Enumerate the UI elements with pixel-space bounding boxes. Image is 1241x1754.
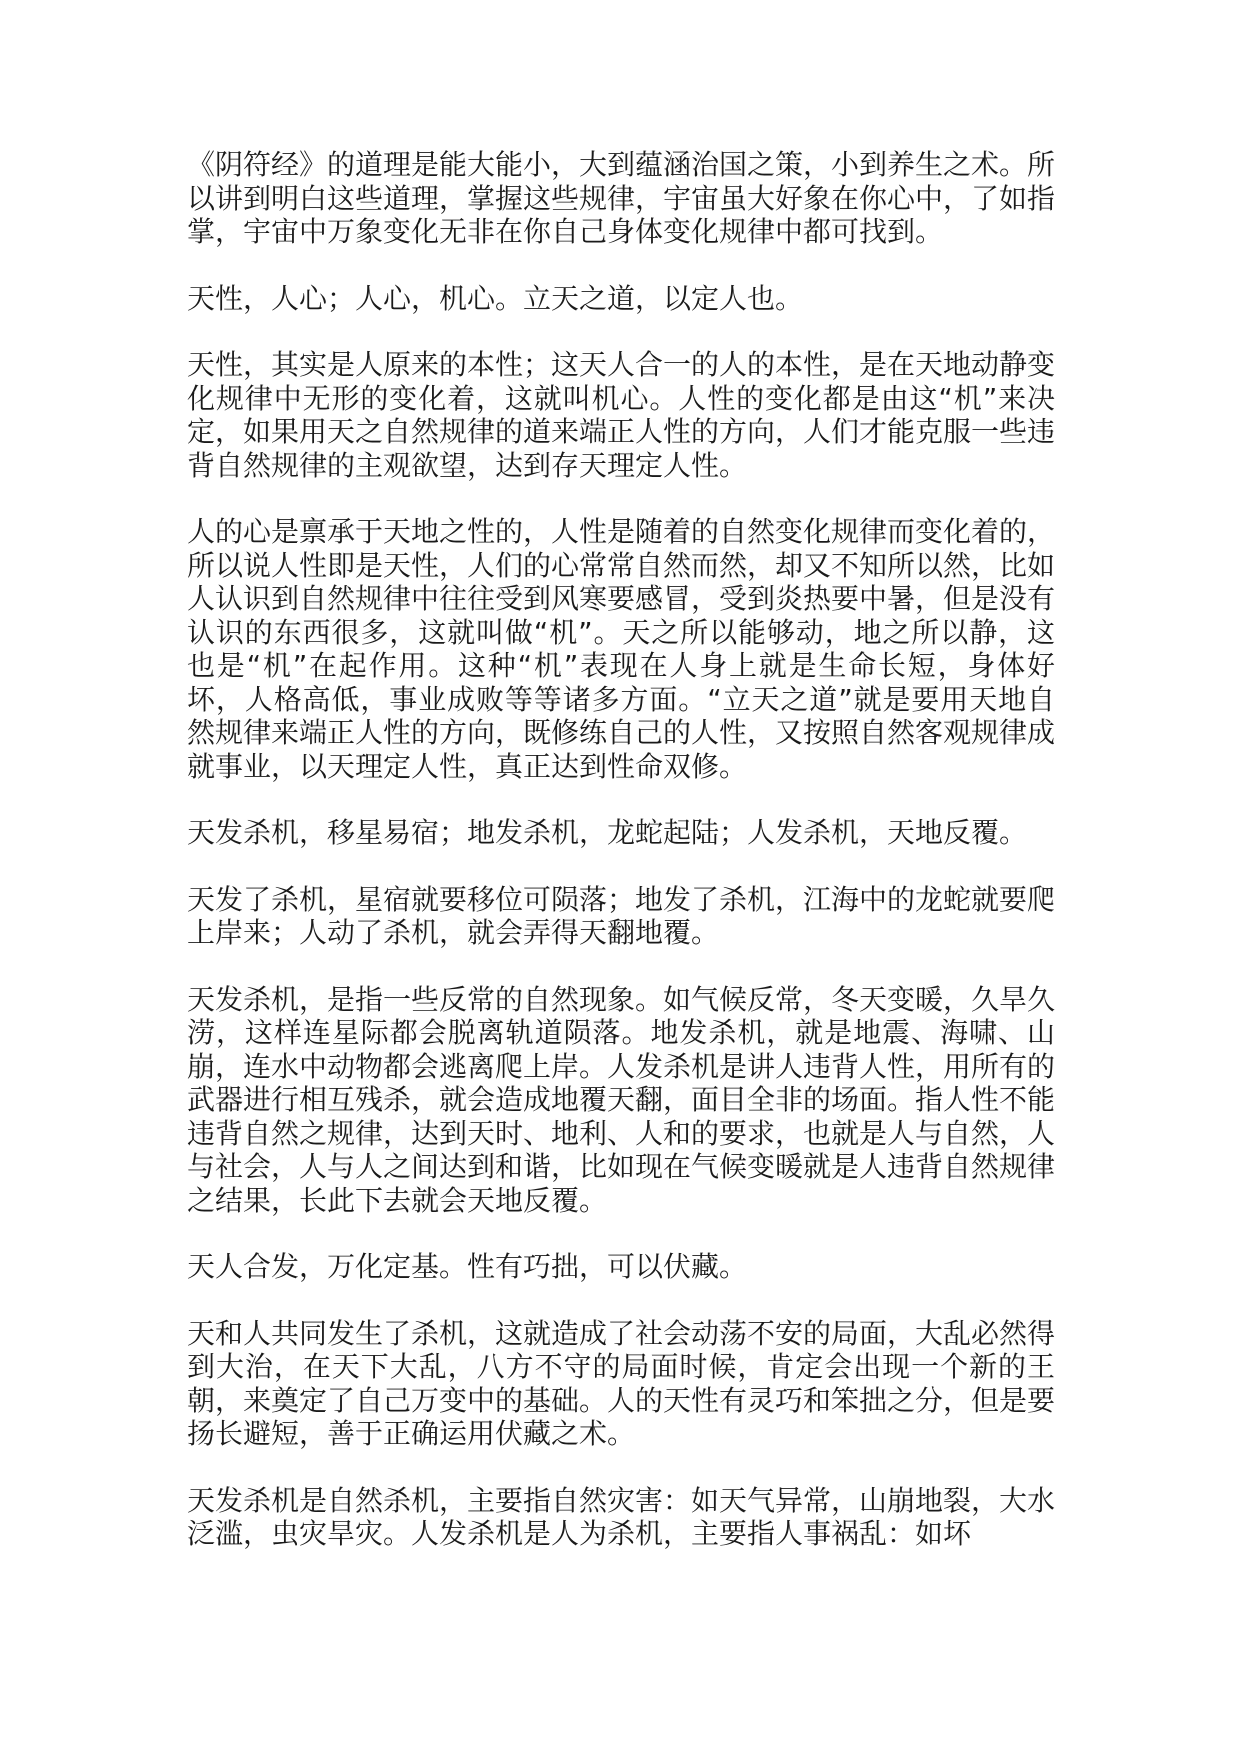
- paragraph-3: 天性，其实是人原来的本性；这天人合一的人的本性，是在天地动静变化规律中无形的变化着，这就叫机心。人性的变化都是由这“机”来决定，如果用天之自然规律的道来端正人性的方向，人们才能克服一些违背自然规律的主观欲望，达到存天理定人性。: [187, 348, 1056, 482]
- paragraph-10: 天发杀机是自然杀机，主要指自然灾害：如天气异常，山崩地裂，大水泛滥，虫灾旱灾。人发杀机是人为杀机，主要指人事祸乱：如坏: [187, 1483, 1056, 1550]
- paragraph-1: 《阴符经》的道理是能大能小，大到蕴涵治国之策，小到养生之术。所以讲到明白这些道理，掌握这些规律，宇宙虽大好象在你心中，了如指掌，宇宙中万象变化无非在你自己身体变化规律中都可找到。: [187, 148, 1056, 248]
- document-page: [187, 148, 1055, 1584]
- paragraph-4: 人的心是禀承于天地之性的，人性是随着的自然变化规律而变化着的，所以说人性即是天性，人们的心常常自然而然，却又不知所以然，比如人认识到自然规律中往往受到风寒要感冒，受到炎热要中暑，但是没有认识的东西很多，这就叫做“机”。天之所以能够动，地之所以静，这也是“机”在起作用。这种“机”表现在人身上就是生命长短，身体好坏，人格高低，事业成败等等诸多方面。“立天之道”就是要用天地自然规律来端正人性的方向，既修练自己的人性，又按照自然客观规律成就事业，以天理定人性，真正达到性命双修。: [187, 515, 1056, 783]
- paragraph-2: 天性，人心；人心，机心。立天之道，以定人也。: [187, 281, 804, 315]
- paragraph-8: 天人合发，万化定基。性有巧拙，可以伏藏。: [187, 1250, 748, 1283]
- paragraph-9: 天和人共同发生了杀机，这就造成了社会动荡不安的局面，大乱必然得到大治，在天下大乱，八方不守的局面时候，肯定会出现一个新的王朝，来奠定了自己万变中的基础。人的天性有灵巧和笨拙之分，但是要扬长避短，善于正确运用伏藏之术。: [187, 1316, 1056, 1450]
- paragraph-7: 天发杀机，是指一些反常的自然现象。如气候反常，冬天变暖，久旱久涝，这样连星际都会脱离轨道陨落。地发杀机，就是地震、海啸、山崩，连水中动物都会逃离爬上岸。人发杀机是讲人违背人性，用所有的武器进行相互残杀，就会造成地覆天翻，面目全非的场面。指人性不能违背自然之规律，达到天时、地利、人和的要求，也就是人与自然，人与社会，人与人之间达到和谐，比如现在气候变暖就是人违背自然规律之结果，长此下去就会天地反覆。: [187, 982, 1056, 1217]
- paragraph-6: 天发了杀机，星宿就要移位可陨落；地发了杀机，江海中的龙蛇就要爬上岸来；人动了杀机，就会弄得天翻地覆。: [187, 882, 1056, 949]
- paragraph-5: 天发杀机，移星易宿；地发杀机，龙蛇起陆；人发杀机，天地反覆。: [187, 816, 1028, 849]
